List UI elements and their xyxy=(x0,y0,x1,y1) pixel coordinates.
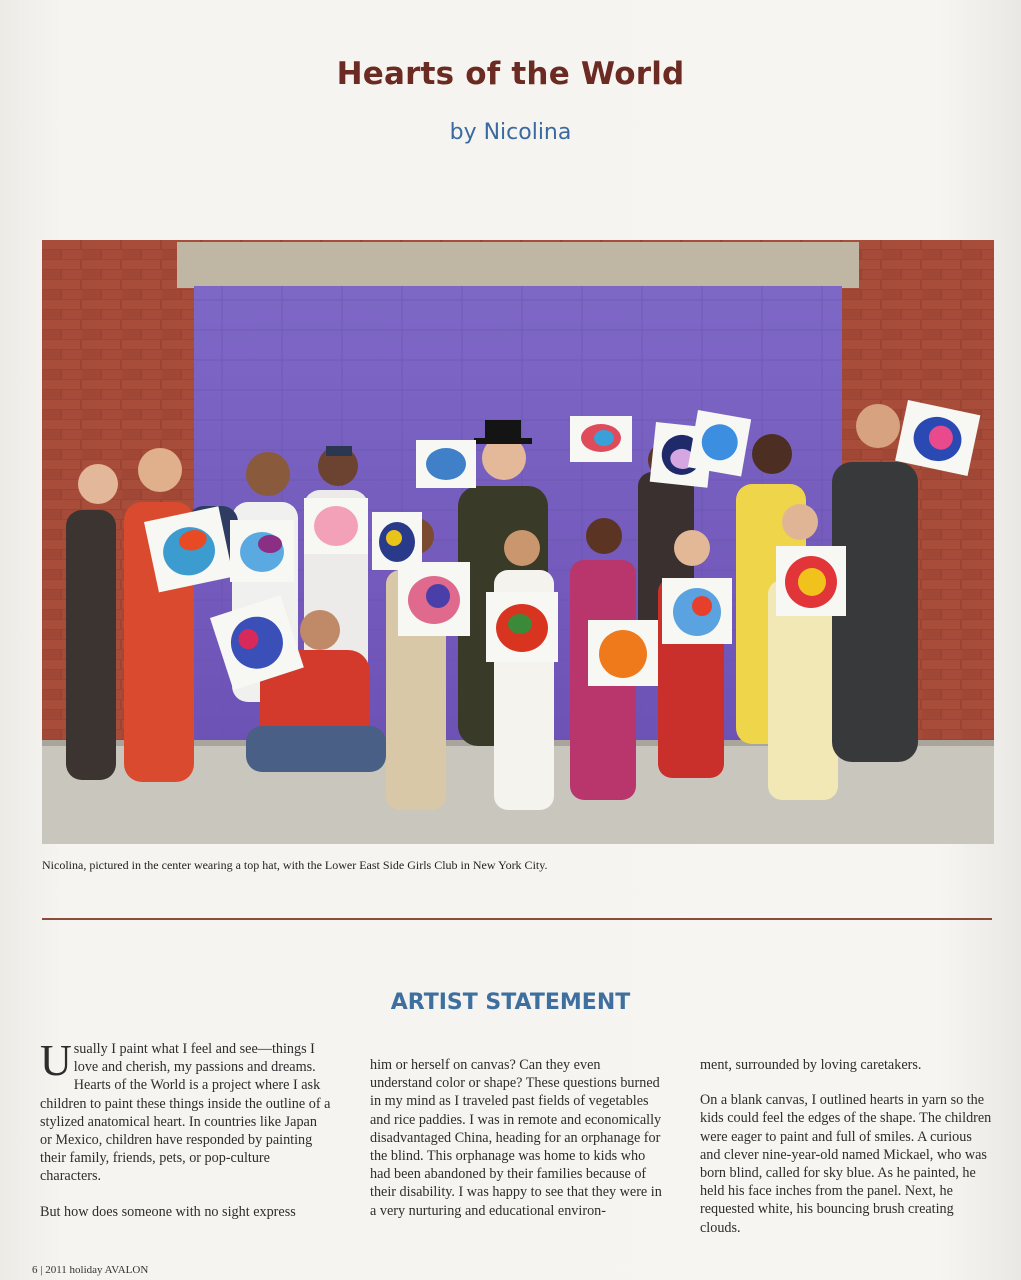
article-title: Hearts of the World xyxy=(336,56,685,92)
photo-caption: Nicolina, pictured in the center wearing a top hat, with the Lower East Side Girls Club in New York City. xyxy=(42,858,548,872)
issue-label: 2011 holiday AVALON xyxy=(45,1264,149,1276)
article-byline: by Nicolina xyxy=(449,120,572,145)
paragraph-text: sually I paint what I feel and see—things I love and cherish, my passions and dreams. Hearts of the World is a project where I ask children to paint these things inside the outline of a stylized anatomical heart. In countries like Japan or Mexico, children have responded by painting their family, friends, pets, or pop-culture characters. xyxy=(40,1041,331,1185)
footer-separator: | xyxy=(40,1264,43,1276)
text-column-2 xyxy=(370,1056,662,1237)
group-photo xyxy=(42,240,994,844)
paragraph: On a blank canvas, I outlined hearts in yarn so the kids could feel the edges of the shape. The children were eager to paint and full of smiles. A curious and clever nine-year-old named Mickael, who was born blind, called for sky blue. As he painted, he held his face inches from the panel. Next, he requested white, his bouncing brush creating clouds. xyxy=(700,1092,992,1236)
text-column-3 xyxy=(700,1056,992,1254)
text-column-1 xyxy=(40,1036,332,1238)
paragraph: But how does someone with no sight express xyxy=(40,1203,296,1220)
paragraph: him or herself on canvas? Can they even understand color or shape? These questions burned in my mind as I traveled past fields of vegetables and rice paddies. I was in remote and economically disadvantaged China, heading for an orphanage for the blind. This orphanage was home to kids who had been abandoned by their families because of their disability. I was happy to see that they were in a very nurturing and educational environ- xyxy=(370,1057,662,1219)
page-number: 6 xyxy=(32,1264,38,1276)
page-footer xyxy=(32,1264,148,1276)
drop-cap: U xyxy=(40,1036,72,1085)
paragraph xyxy=(40,1036,332,1186)
section-divider xyxy=(42,918,992,920)
section-heading: ARTIST STATEMENT xyxy=(390,990,631,1015)
paragraph: ment, surrounded by loving caretakers. xyxy=(700,1057,922,1073)
